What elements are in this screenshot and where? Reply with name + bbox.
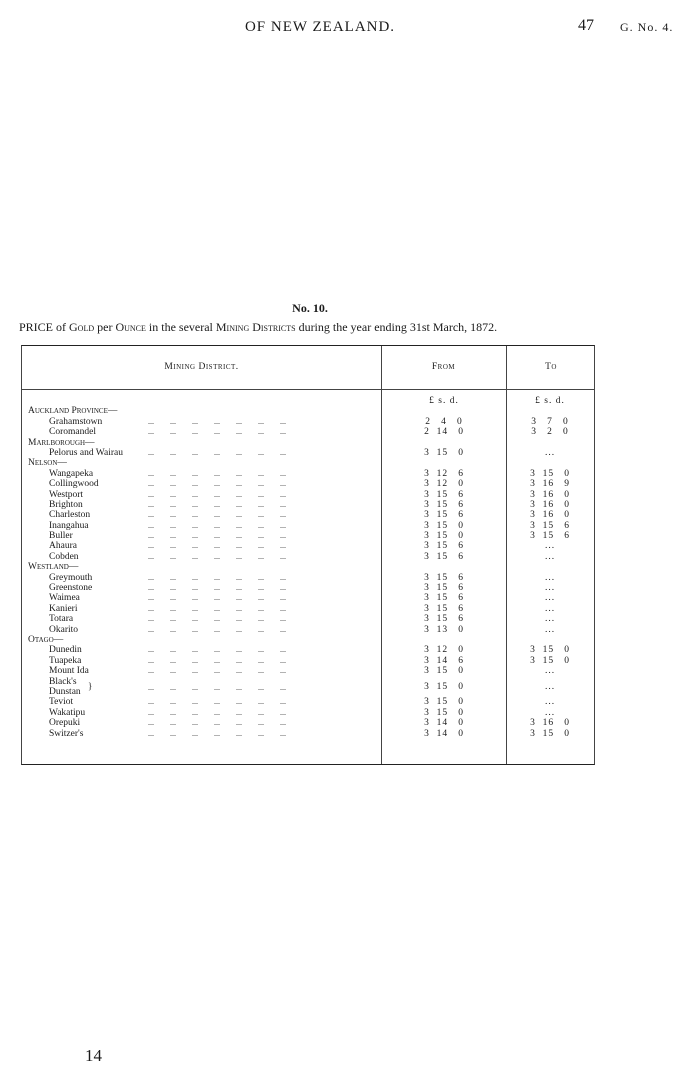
- district-name: Grahamstown: [49, 416, 103, 427]
- leader-dots: ... ... ... ... ... ... ...: [148, 682, 286, 692]
- leader-dots: ... ... ... ... ... ... ...: [148, 447, 286, 457]
- from-price: 3 15 6: [424, 489, 464, 500]
- from-price: 3 12 0: [424, 479, 464, 490]
- to-price: ...: [544, 697, 556, 708]
- leader-dots: ... ... ... ... ... ... ...: [148, 551, 286, 561]
- district-name: Orepuki: [49, 718, 81, 729]
- district-name: Charleston: [49, 510, 91, 521]
- from-price: 3 15 0: [424, 531, 464, 542]
- from-price: 3 15 0: [424, 447, 464, 458]
- to-price: ...: [544, 593, 556, 604]
- to-price: 3 15 0: [530, 468, 570, 479]
- to-price: 3 15 0: [530, 728, 570, 739]
- from-price: 2 14 0: [424, 427, 464, 438]
- from-price: 3 15 0: [424, 681, 464, 692]
- leader-dots: ... ... ... ... ... ... ...: [148, 655, 286, 665]
- footer-page-number: 14: [85, 1046, 102, 1065]
- to-price: 3 15 6: [530, 531, 570, 542]
- to-price: ...: [544, 551, 556, 562]
- to-price: ...: [544, 583, 556, 594]
- to-price: 3 2 0: [531, 427, 569, 438]
- from-price: 3 12 0: [424, 645, 464, 656]
- district-name: Dunstan: [49, 686, 81, 697]
- to-price: ...: [544, 603, 556, 614]
- from-price: 3 14 0: [424, 728, 464, 739]
- district-name: Westport: [49, 489, 84, 500]
- leader-dots: ... ... ... ... ... ... ...: [148, 468, 286, 478]
- table-row: [22, 593, 594, 603]
- table-row: [22, 469, 594, 479]
- from-price: 3 15 0: [424, 707, 464, 718]
- leader-dots: ... ... ... ... ... ... ...: [148, 707, 286, 717]
- to-price: 3 15 0: [530, 655, 570, 666]
- district-name: Black's: [49, 676, 77, 687]
- table-row: [22, 417, 594, 427]
- table-number: No. 10.: [292, 301, 328, 315]
- table-row: [22, 718, 594, 728]
- table-row: [22, 490, 594, 500]
- district-name: Kanieri: [49, 603, 78, 614]
- table-row: [22, 614, 594, 624]
- to-price: 3 16 9: [530, 479, 570, 490]
- table-row: [22, 645, 594, 655]
- running-header-page-number: 47: [578, 17, 594, 34]
- column-header-mining-district: Mining District.: [164, 362, 239, 372]
- district-name: Totara: [49, 614, 74, 625]
- currency-units-row: [22, 396, 594, 406]
- column-header-to: To: [545, 362, 557, 372]
- header-rule: [22, 389, 594, 390]
- region-heading-row: [22, 458, 594, 468]
- district-name: Buller: [49, 531, 73, 542]
- from-price: 3 15 6: [424, 510, 464, 521]
- table-row: [22, 666, 594, 676]
- leader-dots: ... ... ... ... ... ... ...: [148, 728, 286, 738]
- to-price: ...: [544, 447, 556, 458]
- table-row: [22, 510, 594, 520]
- table-row: [22, 500, 594, 510]
- leader-dots: ... ... ... ... ... ... ...: [148, 666, 286, 676]
- table-row: [22, 479, 594, 489]
- leader-dots: ... ... ... ... ... ... ...: [148, 416, 286, 426]
- leader-dots: ... ... ... ... ... ... ...: [148, 614, 286, 624]
- region-heading-row: [22, 562, 594, 572]
- to-price: 3 16 0: [530, 489, 570, 500]
- to-price: 3 15 0: [530, 645, 570, 656]
- region-heading-row: [22, 635, 594, 645]
- to-price: ...: [544, 707, 556, 718]
- region-name: Marlborough—: [28, 437, 95, 448]
- region-name: Westland—: [28, 562, 79, 573]
- to-price: ...: [544, 624, 556, 635]
- table-row: [22, 531, 594, 541]
- region-name: Otago—: [28, 634, 64, 645]
- from-price: 3 15 0: [424, 697, 464, 708]
- to-price: 3 16 0: [530, 499, 570, 510]
- district-name: Waimea: [49, 593, 80, 604]
- district-name: Switzer's: [49, 728, 84, 739]
- region-heading-row: [22, 438, 594, 448]
- district-name: Mount Ida: [49, 666, 89, 677]
- table-row: [22, 583, 594, 593]
- district-name: Inangahua: [49, 520, 89, 531]
- to-units: £ s. d.: [535, 396, 565, 406]
- district-name: Dunedin: [49, 645, 82, 656]
- leader-dots: ... ... ... ... ... ... ...: [148, 520, 286, 530]
- from-price: 3 14 6: [424, 655, 464, 666]
- leader-dots: ... ... ... ... ... ... ...: [148, 541, 286, 551]
- to-price: ...: [544, 681, 556, 692]
- from-price: 3 15 6: [424, 541, 464, 552]
- leader-dots: ... ... ... ... ... ... ...: [148, 531, 286, 541]
- column-header-from: From: [431, 362, 456, 372]
- district-name: Wangapeka: [49, 468, 94, 479]
- table-row: [22, 552, 594, 562]
- from-price: 3 15 6: [424, 603, 464, 614]
- table-body: [22, 396, 594, 739]
- table-row: [22, 729, 594, 739]
- table-row: [22, 427, 594, 437]
- table-row: [22, 448, 594, 458]
- to-price: 3 16 0: [530, 718, 570, 729]
- table-row: [22, 521, 594, 531]
- table-row: [22, 697, 594, 707]
- leader-dots: ... ... ... ... ... ... ...: [148, 572, 286, 582]
- from-price: 3 15 6: [424, 499, 464, 510]
- leader-dots: ... ... ... ... ... ... ...: [148, 583, 286, 593]
- district-name: Okarito: [49, 624, 79, 635]
- district-name: Brighton: [49, 499, 83, 510]
- table-row: [22, 625, 594, 635]
- from-price: 3 15 6: [424, 583, 464, 594]
- table-row: [22, 541, 594, 551]
- table-row: [22, 708, 594, 718]
- to-price: ...: [544, 614, 556, 625]
- from-price: 3 15 0: [424, 666, 464, 677]
- table-row: [22, 604, 594, 614]
- from-price: 2 4 0: [425, 416, 463, 427]
- from-price: 3 14 0: [424, 718, 464, 729]
- leader-dots: ... ... ... ... ... ... ...: [148, 499, 286, 509]
- region-name: Nelson—: [28, 458, 67, 469]
- region-heading-row: [22, 406, 594, 416]
- leader-dots: ... ... ... ... ... ... ...: [148, 510, 286, 520]
- district-name: Pelorus and Wairau: [49, 447, 123, 458]
- from-price: 3 13 0: [424, 624, 464, 635]
- table-caption: PRICE of Gold per Ounce in the several Mining Districts during the year ending 31st March, 1872.: [19, 320, 498, 334]
- leader-dots: ... ... ... ... ... ... ...: [148, 593, 286, 603]
- table-row: [22, 573, 594, 583]
- leader-dots: ... ... ... ... ... ... ...: [148, 603, 286, 613]
- running-header-title: OF NEW ZEALAND.: [244, 19, 396, 35]
- to-price: ...: [544, 541, 556, 552]
- to-price: 3 16 0: [530, 510, 570, 521]
- brace-mark: }: [88, 680, 93, 691]
- from-price: 3 15 6: [424, 593, 464, 604]
- table-row: [22, 677, 594, 698]
- from-price: 3 15 6: [424, 614, 464, 625]
- district-name: Collingwood: [49, 479, 99, 490]
- leader-dots: ... ... ... ... ... ... ...: [148, 718, 286, 728]
- district-name: Teviot: [49, 697, 74, 708]
- district-name: Cobden: [49, 551, 79, 562]
- region-name: Auckland Province—: [28, 406, 118, 417]
- from-price: 3 12 6: [424, 468, 464, 479]
- table-row: [22, 656, 594, 666]
- from-price: 3 15 6: [424, 572, 464, 583]
- gold-price-table: [21, 345, 595, 765]
- district-name: Coromandel: [49, 427, 96, 438]
- from-units: £ s. d.: [429, 396, 459, 406]
- leader-dots: ... ... ... ... ... ... ...: [148, 427, 286, 437]
- district-name: Greenstone: [49, 583, 93, 594]
- leader-dots: ... ... ... ... ... ... ...: [148, 697, 286, 707]
- running-header-paper-ref: G. No. 4.: [620, 20, 674, 34]
- district-name: Ahaura: [49, 541, 77, 552]
- district-name: Tuapeka: [49, 655, 82, 666]
- from-price: 3 15 6: [424, 551, 464, 562]
- leader-dots: ... ... ... ... ... ... ...: [148, 489, 286, 499]
- from-price: 3 15 0: [424, 520, 464, 531]
- district-name: Wakatipu: [49, 707, 86, 718]
- leader-dots: ... ... ... ... ... ... ...: [148, 645, 286, 655]
- leader-dots: ... ... ... ... ... ... ...: [148, 624, 286, 634]
- to-price: 3 7 0: [531, 416, 569, 427]
- district-name: Greymouth: [49, 572, 93, 583]
- to-price: ...: [544, 666, 556, 677]
- leader-dots: ... ... ... ... ... ... ...: [148, 479, 286, 489]
- to-price: ...: [544, 572, 556, 583]
- to-price: 3 15 6: [530, 520, 570, 531]
